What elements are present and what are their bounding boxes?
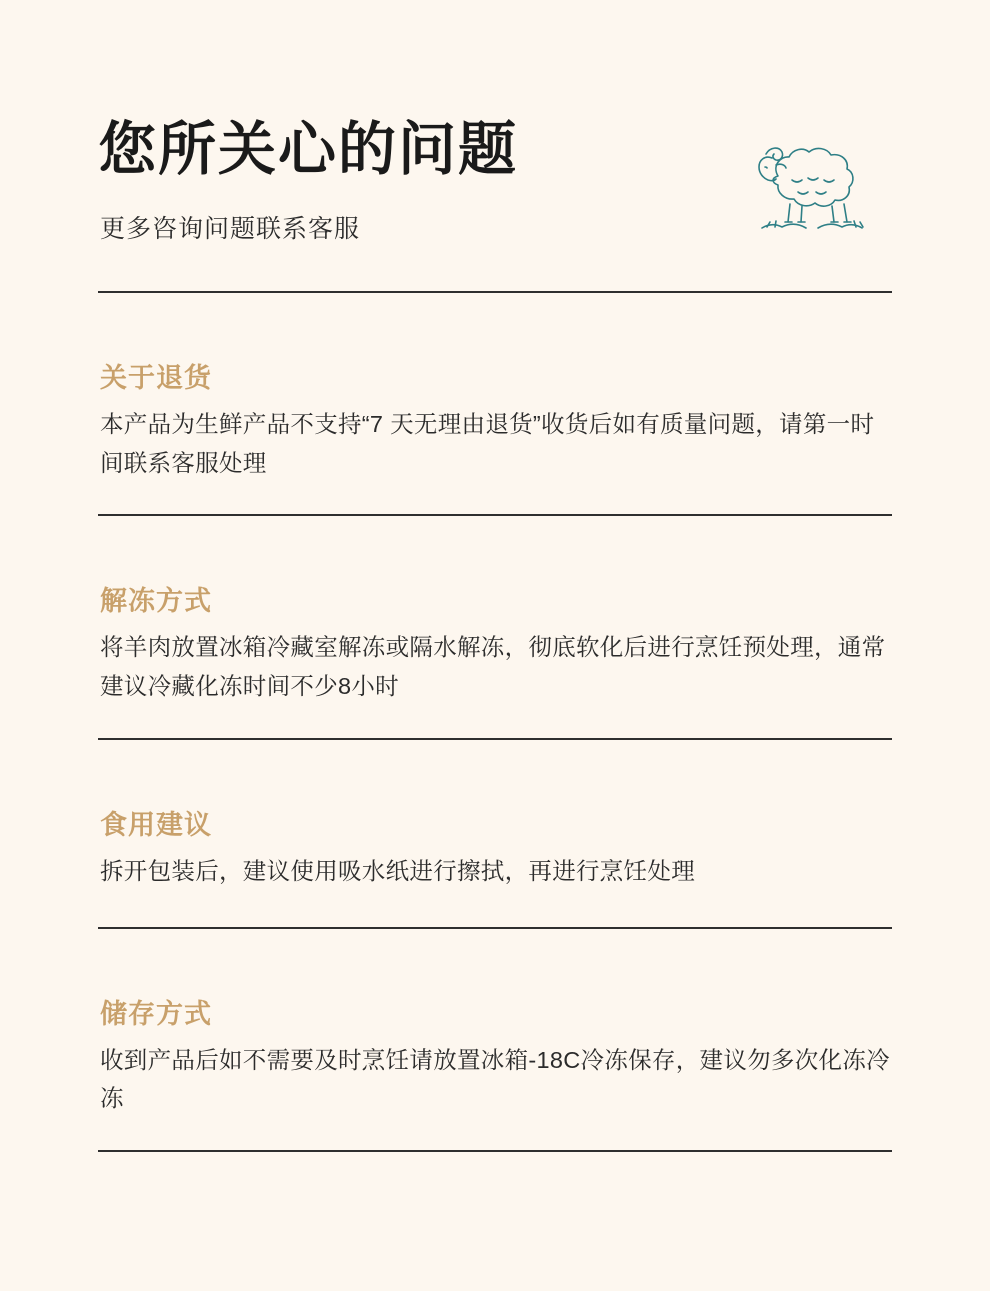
faq-answer: 本产品为生鲜产品不支持“7 天无理由退货”收货后如有质量问题，请第一时间联系客服处理 bbox=[100, 410, 875, 476]
divider bbox=[98, 291, 892, 293]
faq-item-storage bbox=[98, 929, 892, 1153]
faq-question: 关于退货 bbox=[100, 362, 212, 393]
faq-question: 储存方式 bbox=[100, 998, 212, 1029]
page-header bbox=[98, 0, 892, 293]
faq-list bbox=[98, 293, 892, 1152]
faq-item-returns bbox=[98, 293, 892, 517]
faq-item-thawing bbox=[98, 516, 892, 740]
faq-question: 解冻方式 bbox=[100, 586, 212, 617]
page-subtitle: 更多咨询问题联系客服 bbox=[100, 214, 361, 243]
faq-answer: 收到产品后如不需要及时烹饪请放置冰箱-18C冷冻保存，建议勿多次化冻冷冻 bbox=[100, 1046, 890, 1112]
faq-item-serving-advice bbox=[98, 740, 892, 929]
faq-answer: 将羊肉放置冰箱冷藏室解冻或隔水解冻，彻底软化后进行烹饪预处理，通常建议冷藏化冻时间不少8小时 bbox=[100, 634, 886, 700]
sheep-line-art-icon bbox=[732, 118, 892, 248]
page-title: 您所关心的问题 bbox=[98, 117, 519, 182]
faq-answer: 拆开包装后，建议使用吸水纸进行擦拭，再进行烹饪处理 bbox=[100, 857, 695, 884]
divider bbox=[98, 1150, 892, 1152]
faq-question: 食用建议 bbox=[100, 809, 212, 840]
